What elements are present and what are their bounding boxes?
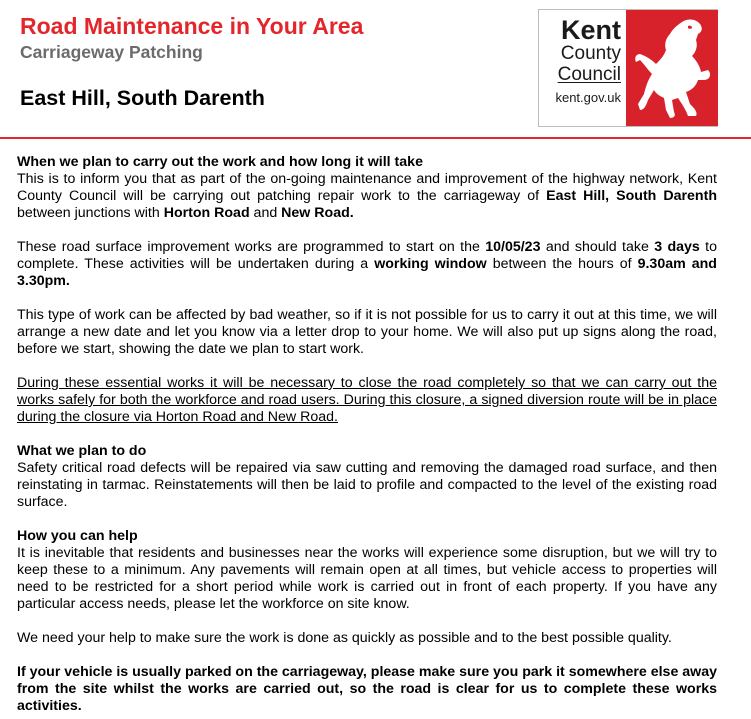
paragraph-disruption: It is inevitable that residents and businesses near the works will experience some disruption, but we will try to keep these to a minimum. Any pavements will remain open at all times, but vehicle access to properties will need to be restricted for a short period while work is carried out in front of each property. If you have any particular access needs, please let the workforce on site know. [17, 545, 717, 612]
header-divider [0, 137, 751, 139]
logo-red-panel [626, 10, 718, 126]
paragraph-quality: We need your help to make sure the work is done as quickly as possible and to the best possible quality. [17, 630, 672, 646]
text-span: between the hours of [486, 256, 638, 272]
text-span: These road surface improvement works are programmed to start on the [17, 239, 486, 255]
logo-line-kent: Kent [561, 15, 621, 45]
paragraph-work-description: Safety critical road defects will be repaired via saw cutting and removing the damaged road surface, and then reinstating in tarmac. Reinstatements will then be laid to profile and compacted to the level of the existing road surface. [17, 460, 717, 510]
text-span: to complete. These activities will be undertaken during a [17, 239, 718, 272]
text-span: and [249, 205, 282, 221]
page-title: Road Maintenance in Your Area [20, 13, 364, 39]
logo-wordmark [545, 16, 621, 107]
page-subtitle: Carriageway Patching [20, 42, 203, 62]
logo-line-council: Council [557, 64, 621, 85]
junction-new-road: New Road. [281, 205, 354, 221]
duration: 3 days [654, 239, 700, 255]
white-horse-icon [626, 10, 718, 126]
road-name: East Hill, South Darenth [546, 188, 717, 204]
working-hours: 9.30am and 3.30pm. [17, 256, 717, 289]
junction-horton-road: Horton Road [163, 205, 250, 221]
kent-county-council-logo [538, 9, 718, 127]
paragraph-weather: This type of work can be affected by bad weather, so if it is not possible for us to carry it out at this time, we will arrange a new date and let you know via a letter drop to your home. We will also put up signs along the road, before we start, showing the date we plan to start work. [17, 307, 717, 357]
text-span: and should take [540, 239, 655, 255]
section-heading-what: What we plan to do [17, 443, 147, 459]
text-span: This is to inform you that as part of the on-going maintenance and improvement of the highway network, Kent County Council will be carrying out patching repair work to the carriageway of [17, 171, 717, 204]
start-date: 10/05/23 [485, 239, 541, 255]
section-heading-help: How you can help [17, 528, 138, 544]
working-window-label: working window [374, 256, 487, 272]
location-heading: East Hill, South Darenth [20, 86, 265, 110]
letter-body [17, 154, 717, 715]
paragraph-parking: If your vehicle is usually parked on the carriageway, please make sure you park it somewhere else away from the site whilst the works are carried out, so the road is clear for us to complete these works activities. [17, 664, 717, 714]
paragraph-schedule [17, 239, 717, 290]
text-span: between junctions with [17, 205, 164, 221]
logo-line-county: County [560, 43, 621, 64]
logo-url: kent.gov.uk [555, 90, 621, 105]
section-heading-when: When we plan to carry out the work and how long it will take [17, 154, 423, 170]
paragraph-notice [17, 171, 717, 222]
paragraph-closure: During these essential works it will be necessary to close the road completely so that we can carry out the works safely for both the workforce and road users. During this closure, a signed diversion route will be in place during the closure via Horton Road and New Road. [17, 375, 717, 425]
